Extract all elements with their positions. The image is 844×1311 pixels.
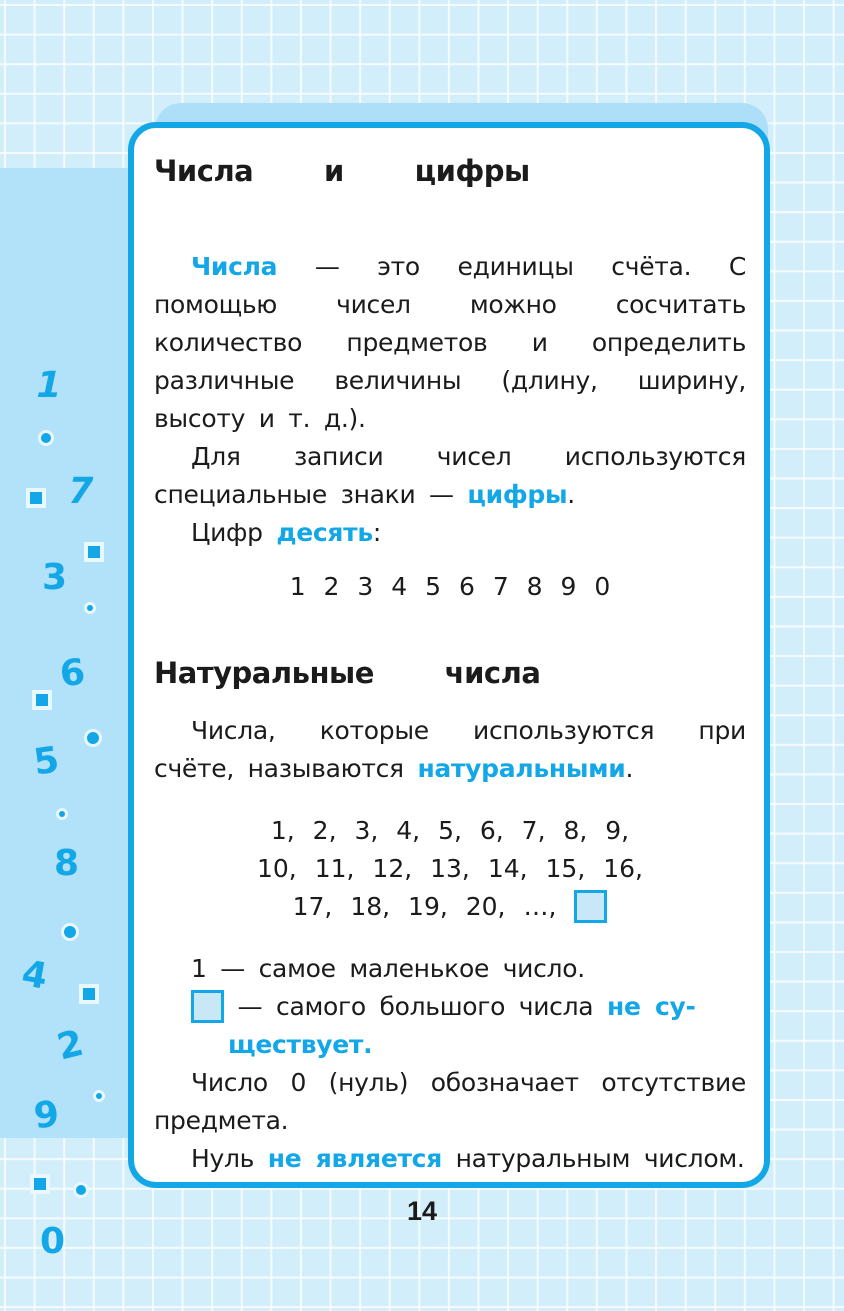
paragraph-ten-digits	[154, 514, 746, 552]
section-title-natural-numbers: Натуральные числа	[154, 656, 541, 690]
paragraph-smallest: 1 — самое маленькое число.	[191, 954, 585, 983]
term-is-not: не является	[267, 1144, 442, 1173]
decorative-square	[84, 542, 104, 562]
decorative-digit-0: 0	[40, 1221, 66, 1262]
decorative-square	[26, 488, 46, 508]
paragraph-text: Для записи чисел используются специальные знаки —	[154, 442, 746, 509]
paragraph-text: — это единицы счёта. С помощью чисел можно сосчитать количество предметов и определить различные величины (длину, ширину, высоту и т. д.).	[154, 252, 746, 433]
sequence-line-1: 1, 2, 3, 4, 5, 6, 7, 8, 9,	[270, 816, 630, 845]
decorative-square	[32, 690, 52, 710]
decorative-dot	[84, 729, 102, 747]
decorative-digit-4: 4	[18, 953, 51, 998]
infinity-placeholder-box	[574, 890, 607, 923]
decorative-digit-1: 1	[31, 365, 66, 406]
decorative-dot	[38, 430, 54, 446]
paragraph-text: Числа, которые используются при счёте, называются	[154, 716, 746, 783]
punctuation: .	[625, 754, 634, 783]
decorative-digit-8: 8	[54, 843, 80, 884]
sequence-line-2: 10, 11, 12, 13, 14, 15, 16,	[257, 854, 643, 883]
term-numbers: Числа	[191, 252, 278, 281]
digits-row: 1 2 3 4 5 6 7 8 9 0	[289, 572, 611, 601]
page-number: 14	[406, 1196, 438, 1226]
paragraph-numbers-definition	[154, 248, 746, 438]
sequence-line-3-text: 17, 18, 19, 20, …,	[292, 892, 557, 921]
left-decorative-strip	[0, 168, 131, 1262]
paragraph-text: — самого большого числа	[224, 992, 607, 1021]
term-natural: натуральными	[417, 754, 626, 783]
paragraph-text: натуральным числом.	[441, 1144, 745, 1173]
paragraph-text: Цифр	[191, 518, 277, 547]
decorative-square	[79, 984, 99, 1004]
term-digits: цифры	[467, 480, 568, 509]
decorative-digit-5: 5	[31, 739, 62, 784]
sequence-line-3	[154, 888, 746, 926]
decorative-dot	[61, 923, 79, 941]
decorative-digit-9: 9	[31, 1093, 62, 1138]
punctuation: .	[567, 480, 575, 509]
paragraph-natural-definition	[154, 712, 746, 788]
term-does-not-exist-cont: ществует.	[228, 1030, 373, 1059]
decorative-digit-2: 2	[53, 1022, 88, 1069]
decorative-digit-3: 3	[42, 557, 68, 598]
placeholder-box	[191, 990, 224, 1023]
paragraph-largest	[154, 988, 746, 1026]
natural-sequence	[154, 812, 746, 926]
punctuation: :	[372, 518, 381, 547]
paragraph-text: Нуль	[191, 1144, 268, 1173]
decorative-dot	[93, 1090, 105, 1102]
paragraph-largest-cont	[154, 1026, 746, 1064]
paragraph-digits-definition	[154, 438, 746, 514]
decorative-digit-6: 6	[57, 651, 88, 696]
decorative-digit-7: 7	[63, 471, 98, 512]
term-does-not-exist: не су-	[606, 992, 696, 1021]
paragraph-zero-not-natural	[154, 1140, 746, 1178]
decorative-dot	[56, 808, 68, 820]
section-title-numbers-and-digits: Числа и цифры	[154, 154, 530, 188]
decorative-square	[30, 1174, 50, 1194]
paragraph-zero-meaning: Число 0 (нуль) обозначает отсутствие предмета.	[154, 1068, 746, 1135]
page-content	[154, 140, 746, 1178]
term-ten: десять	[276, 518, 373, 547]
decorative-dot	[84, 602, 96, 614]
